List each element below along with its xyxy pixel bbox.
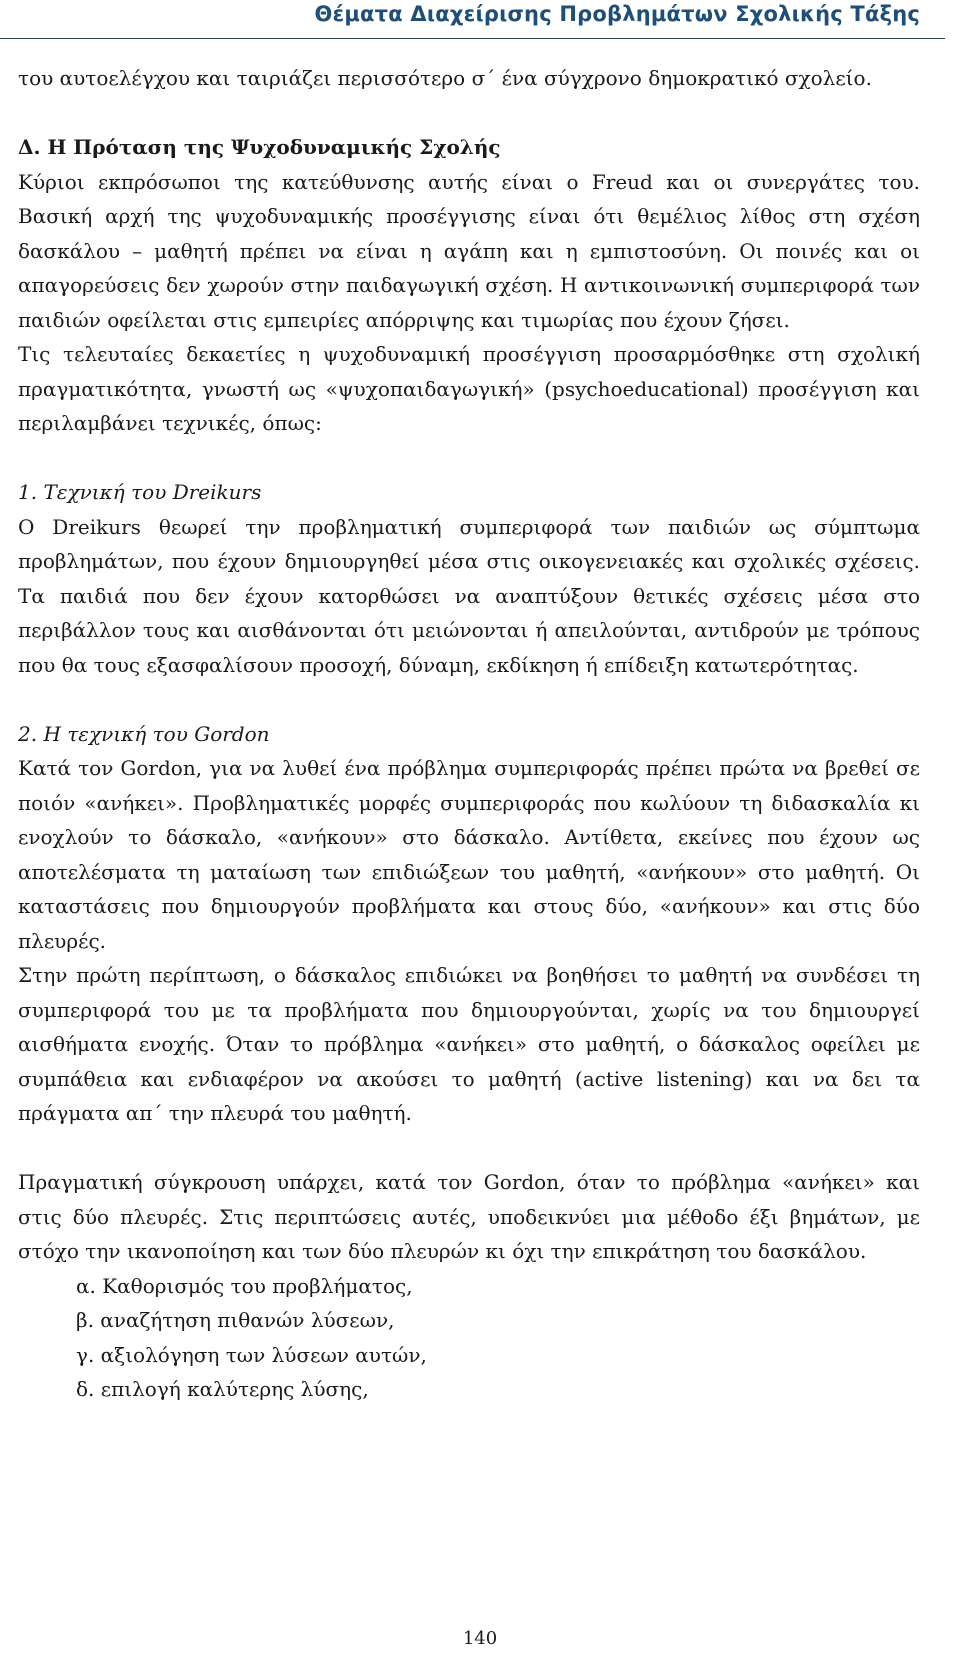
subheading-dreikurs: 1. Τεχνική του Dreikurs (18, 480, 262, 504)
paragraph-gap (18, 1131, 920, 1166)
section-heading-psychodynamic: Δ. Η Πρόταση της Ψυχοδυναμικής Σχολής (18, 135, 501, 159)
paragraph-gap (18, 441, 920, 476)
subheading-gordon: 2. Η τεχνική του Gordon (18, 721, 270, 746)
paragraph-psychoeducational: Τις τελευταίες δεκαετίες η ψυχοδυναμική προσέγγιση προσαρμόσθηκε στη σχολική πραγματικότητα, γνωστή ως «ψυχοπαιδαγωγική» (psychoeducational) προσέγγιση και περιλαμβάνει τεχνικές, όπως: (18, 342, 920, 435)
paragraph-gordon-conflict: Πραγματική σύγκρουση υπάρχει, κατά τον Gordon, όταν το πρόβλημα «ανήκει» και στις δύο πλευρές. Στις περιπτώσεις αυτές, υποδεικνύει μια μέθοδο έξι βημάτων, με στόχο την ικανοποίηση και των δύο πλευρών κι όχι την επικράτηση του δασκάλου. (18, 1170, 920, 1263)
paragraph-dreikurs: Ο Dreikurs θεωρεί την προβληματική συμπεριφορά των παιδιών ως σύμπτωμα προβλημάτων, που έχουν δημιουργηθεί μέσα στις οικογενειακές και σχολικές σχέσεις. Τα παιδιά που δεν έχουν κατορθώσει να αναπτύξουν θετικές σχέσεις μέσα στο περιβάλλον τους και αισθάνονται ότι μειώνονται ή απειλούνται, αντιδρούν με τρόπους που θα τους εξασφαλίσουν προσοχή, δύναμη, εκδίκηση ή επίδειξη κατωτερότητας. (18, 514, 920, 677)
paragraph-psychodynamic-principles: Κύριοι εκπρόσωποι της κατεύθυνσης αυτής είναι ο Freud και οι συνεργάτες του. Βασική αρχή της ψυχοδυναμικής προσέγγισης είναι ότι θεμέλιος λίθος στη σχέση δασκάλου – μαθητή πρέπει να είναι η αγάπη και η εμπιστοσύνη. Οι ποινές και οι απαγορεύσεις δεν χωρούν στην παιδαγωγική σχέση. Η αντικοινωνική συμπεριφορά των παιδιών οφείλεται στις εμπειρίες απόρριψης και τιμωρίας που έχουν ζήσει. (18, 169, 920, 332)
page-header (0, 0, 945, 39)
paragraph-gordon-first-case: Στην πρώτη περίπτωση, ο δάσκαλος επιδιώκει να βοηθήσει το μαθητή να συνδέσει τη συμπεριφορά του με τα προβλήματα που δημιουργούνται, χωρίς να του δημιουργεί αισθήματα ενοχής. Όταν το πρόβλημα «ανήκει» στο μαθητή, ο δάσκαλος οφείλει με συμπάθεια και ενδιαφέρον να ακούσει το μαθητή (active listening) και να δει τα πράγματα απ΄ την πλευρά του μαθητή. (18, 963, 920, 1125)
running-title: Θέματα Διαχείρισης Προβλημάτων Σχολικής Τάξης (314, 2, 920, 26)
list-item: δ. επιλογή καλύτερης λύσης, (76, 1377, 369, 1401)
list-item: β. αναζήτηση πιθανών λύσεων, (76, 1308, 395, 1332)
list-item: γ. αξιολόγηση των λύσεων αυτών, (76, 1342, 427, 1367)
page-content (18, 61, 920, 1407)
list-item: α. Καθορισμός του προβλήματος, (76, 1273, 413, 1298)
steps-list (18, 1269, 920, 1407)
page-number: 140 (462, 1628, 498, 1649)
paragraph-gordon-ownership: Κατά τον Gordon, για να λυθεί ένα πρόβλημα συμπεριφοράς πρέπει πρώτα να βρεθεί σε ποιόν «ανήκει». Προβληματικές μορφές συμπεριφοράς που κωλύουν τη διδασκαλία κι ενοχλούν το δάσκαλο, «ανήκουν» στο δάσκαλο. Αντίθετα, εκείνες που έχουν ως αποτελέσματα τη ματαίωση των επιδιώξεων του μαθητή, «ανήκουν» στο μαθητή. Οι καταστάσεις που δημιουργούν προβλήματα και στους δύο, «ανήκουν» και στις δύο πλευρές. (18, 756, 920, 953)
paragraph-gap (18, 682, 920, 717)
paragraph-gap (18, 96, 920, 131)
paragraph-intro: του αυτοελέγχου και ταιριάζει περισσότερο σ΄ ένα σύγχρονο δημοκρατικό σχολείο. (18, 66, 872, 90)
